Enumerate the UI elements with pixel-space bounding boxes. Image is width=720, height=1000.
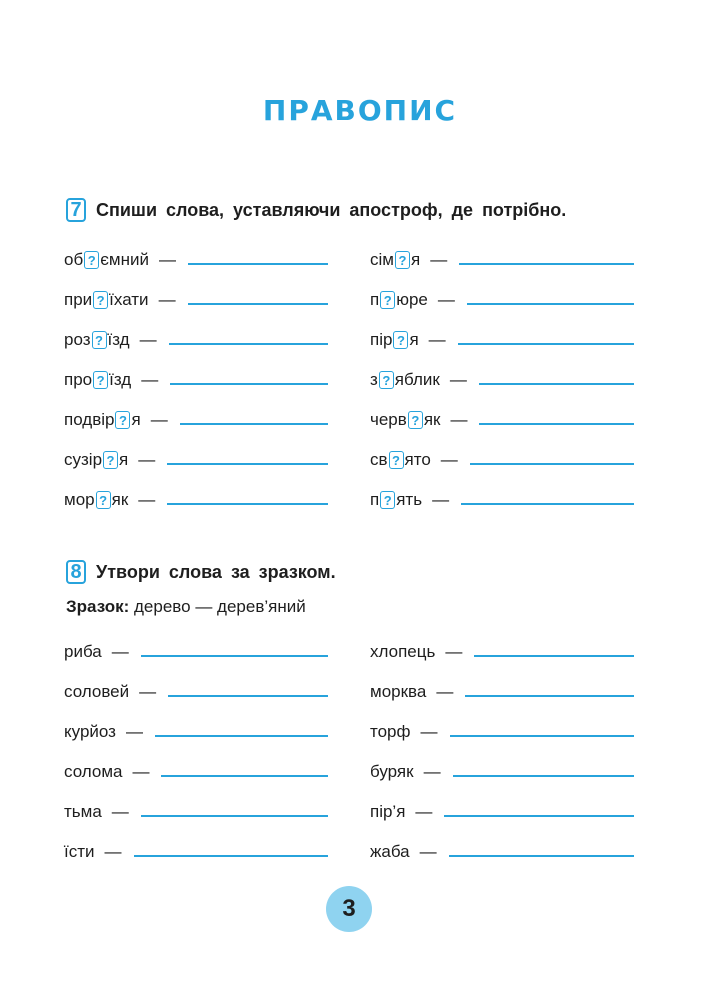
question-mark-icon: ? [389, 451, 404, 469]
page-number-badge: 3 [326, 886, 372, 932]
exercise-word [64, 370, 131, 390]
dash: — [111, 802, 129, 821]
exercise-row [370, 244, 634, 270]
exercise-word [64, 290, 149, 310]
exercise-word: солома [64, 762, 123, 781]
exercise-row [370, 484, 634, 510]
question-mark-icon: ? [393, 331, 408, 349]
word-part: мор [64, 490, 95, 509]
dash: — [141, 370, 159, 389]
dash: — [419, 842, 437, 861]
question-mark-icon: ? [93, 291, 108, 309]
dash: — [111, 642, 129, 661]
word-part: як [111, 490, 129, 509]
answer-line[interactable] [169, 343, 328, 345]
task-7-header [66, 198, 566, 222]
task-8-number: 8 [66, 560, 86, 584]
exercise-row [64, 796, 328, 822]
exercise-row [64, 244, 328, 270]
answer-line[interactable] [168, 695, 328, 697]
exercise-word: буряк [370, 762, 414, 781]
exercise-word [370, 450, 431, 470]
dash: — [125, 722, 143, 741]
dash: — [104, 842, 122, 861]
exercise-row [64, 676, 328, 702]
answer-line[interactable] [461, 503, 634, 505]
answer-line[interactable] [134, 855, 328, 857]
dash: — [150, 410, 168, 429]
exercise-word: тьма [64, 802, 102, 821]
word-part: з [370, 370, 378, 389]
word-part: їхати [109, 290, 149, 309]
word-part: при [64, 290, 93, 309]
word-part: ято [404, 450, 431, 469]
question-mark-icon: ? [380, 491, 395, 509]
dash: — [139, 330, 157, 349]
exercise-word [370, 490, 422, 510]
answer-line[interactable] [459, 263, 634, 265]
dash: — [158, 290, 176, 309]
answer-line[interactable] [155, 735, 328, 737]
dash: — [138, 450, 156, 469]
dash: — [436, 682, 454, 701]
word-part: яблик [394, 370, 440, 389]
dash: — [132, 762, 150, 781]
exercise-row [370, 676, 634, 702]
question-mark-icon: ? [115, 411, 130, 429]
dash: — [440, 450, 458, 469]
task-7-instruction: Спиши слова, уставляючи апостроф, де потрібно. [96, 199, 567, 220]
answer-line[interactable] [444, 815, 634, 817]
dash: — [437, 290, 455, 309]
exercise-word: соловей [64, 682, 130, 701]
dash: — [428, 330, 446, 349]
word-part: їзд [107, 330, 130, 349]
sample-text: дерево — дерев’яний [134, 597, 306, 616]
word-part: св [370, 450, 388, 469]
answer-line[interactable] [161, 775, 328, 777]
exercise-word: риба [64, 642, 102, 661]
exercise-row [370, 284, 634, 310]
task-7-number: 7 [66, 198, 86, 222]
answer-line[interactable] [141, 655, 328, 657]
exercise-row [370, 716, 634, 742]
word-part: сім [370, 250, 394, 269]
exercise-row [64, 324, 328, 350]
exercise-word: їсти [64, 842, 95, 861]
exercise-row [370, 324, 634, 350]
dash: — [415, 802, 433, 821]
dash: — [139, 682, 157, 701]
word-part: я [410, 250, 421, 269]
answer-line[interactable] [188, 263, 328, 265]
dash: — [138, 490, 156, 509]
word-part: п [370, 290, 380, 309]
exercise-word: курйоз [64, 722, 116, 741]
exercise-word [370, 250, 420, 270]
question-mark-icon: ? [380, 291, 395, 309]
question-mark-icon: ? [92, 331, 107, 349]
answer-line[interactable] [458, 343, 634, 345]
exercise-word [370, 410, 440, 430]
dash: — [450, 410, 468, 429]
exercise-row [64, 284, 328, 310]
word-part: я [409, 330, 419, 349]
exercise-row [370, 836, 634, 862]
dash: — [423, 762, 441, 781]
word-part: ять [396, 490, 423, 509]
dash: — [158, 250, 176, 269]
word-part: як [423, 410, 441, 429]
answer-line[interactable] [467, 303, 634, 305]
exercise-row [64, 636, 328, 662]
question-mark-icon: ? [96, 491, 111, 509]
answer-line[interactable] [449, 855, 634, 857]
exercise-word [64, 330, 130, 350]
dash: — [445, 642, 463, 661]
exercise-row [370, 404, 634, 430]
answer-line[interactable] [180, 423, 328, 425]
question-mark-icon: ? [103, 451, 118, 469]
exercise-word: хлопець [370, 642, 436, 661]
answer-line[interactable] [167, 463, 328, 465]
exercise-row [370, 756, 634, 782]
question-mark-icon: ? [379, 371, 394, 389]
task-8-header [66, 560, 336, 584]
exercise-word [370, 370, 440, 390]
exercise-row [370, 636, 634, 662]
word-part: пір [370, 330, 393, 349]
dash: — [449, 370, 467, 389]
word-part: сузір [64, 450, 103, 469]
answer-line[interactable] [470, 463, 634, 465]
exercise-word [64, 490, 128, 510]
dash: — [432, 490, 450, 509]
answer-line[interactable] [141, 815, 328, 817]
exercise-row [64, 756, 328, 782]
exercise-word: пір’я [370, 802, 406, 821]
answer-line[interactable] [479, 423, 634, 425]
word-part: про [64, 370, 93, 389]
word-part: їзд [109, 370, 132, 389]
exercise-word: торф [370, 722, 411, 741]
word-part: подвір [64, 410, 115, 429]
question-mark-icon: ? [395, 251, 410, 269]
word-part: об [64, 250, 84, 269]
answer-line[interactable] [450, 735, 635, 737]
task-8-instruction: Утвори слова за зразком. [96, 561, 336, 582]
word-part: роз [64, 330, 91, 349]
word-part: п [370, 490, 380, 509]
answer-line[interactable] [479, 383, 634, 385]
answer-line[interactable] [465, 695, 634, 697]
exercise-row [64, 444, 328, 470]
word-part: я [119, 450, 129, 469]
answer-line[interactable] [453, 775, 634, 777]
sample-label: Зразок: [66, 597, 130, 616]
exercise-word: жаба [370, 842, 410, 861]
question-mark-icon: ? [93, 371, 108, 389]
dash: — [420, 722, 438, 741]
answer-line[interactable] [167, 503, 328, 505]
answer-line[interactable] [188, 303, 328, 305]
question-mark-icon: ? [84, 251, 99, 269]
exercise-row [370, 796, 634, 822]
exercise-row [64, 716, 328, 742]
exercise-row [64, 484, 328, 510]
exercise-word [64, 250, 149, 270]
exercise-row [370, 444, 634, 470]
word-part: черв [370, 410, 407, 429]
exercise-word [64, 450, 128, 470]
exercise-word [64, 410, 141, 430]
exercise-word [370, 290, 428, 310]
exercise-row [64, 404, 328, 430]
answer-line[interactable] [170, 383, 328, 385]
word-part: я [131, 410, 141, 429]
question-mark-icon: ? [408, 411, 423, 429]
page-title: ПРАВОПИС [262, 94, 458, 127]
word-part: ємний [100, 250, 149, 269]
sample-example [66, 597, 306, 617]
exercise-word: морква [370, 682, 427, 701]
answer-line[interactable] [474, 655, 634, 657]
dash: — [430, 250, 448, 269]
word-part: юре [396, 290, 428, 309]
exercise-word [370, 330, 419, 350]
exercise-row [64, 364, 328, 390]
exercise-row [64, 836, 328, 862]
exercise-row [370, 364, 634, 390]
